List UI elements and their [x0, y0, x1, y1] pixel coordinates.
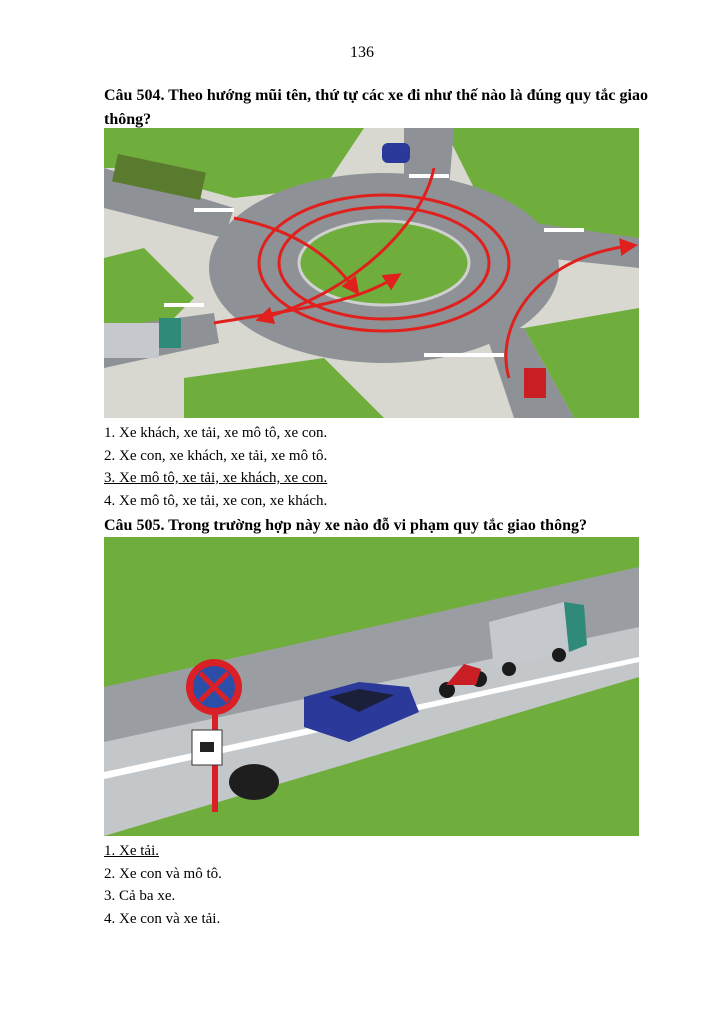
parking-illustration: [104, 537, 639, 836]
question-505-title: Câu 505. Trong trường hợp này xe nào đỗ vi phạm quy tắc giao thông?: [104, 517, 587, 534]
question-504-answers: [104, 422, 664, 512]
question-504-title: Câu 504. Theo hướng mũi tên, thứ tự các xe đi như thế nào là đúng quy tắc giao thông?: [104, 87, 648, 128]
answer-option: 2. Xe con, xe khách, xe tải, xe mô tô.: [104, 447, 328, 464]
answer-option: 1. Xe khách, xe tải, xe mô tô, xe con.: [104, 425, 328, 441]
answer-option: 4. Xe con và xe tải.: [104, 910, 221, 927]
answer-option: 2. Xe con và mô tô.: [104, 865, 222, 882]
answer-option: 3. Cả ba xe.: [104, 888, 176, 904]
motorcycle: [524, 368, 546, 398]
page-number: 136: [350, 44, 374, 61]
car: [382, 143, 410, 163]
answer-option-correct: 3. Xe mô tô, xe tải, xe khách, xe con.: [104, 470, 328, 486]
question-505-answers: [104, 840, 664, 930]
roundabout-illustration: [104, 128, 639, 418]
answer-option: 4. Xe mô tô, xe tải, xe con, xe khách.: [104, 492, 328, 509]
answer-option-correct: 1. Xe tải.: [104, 843, 159, 859]
